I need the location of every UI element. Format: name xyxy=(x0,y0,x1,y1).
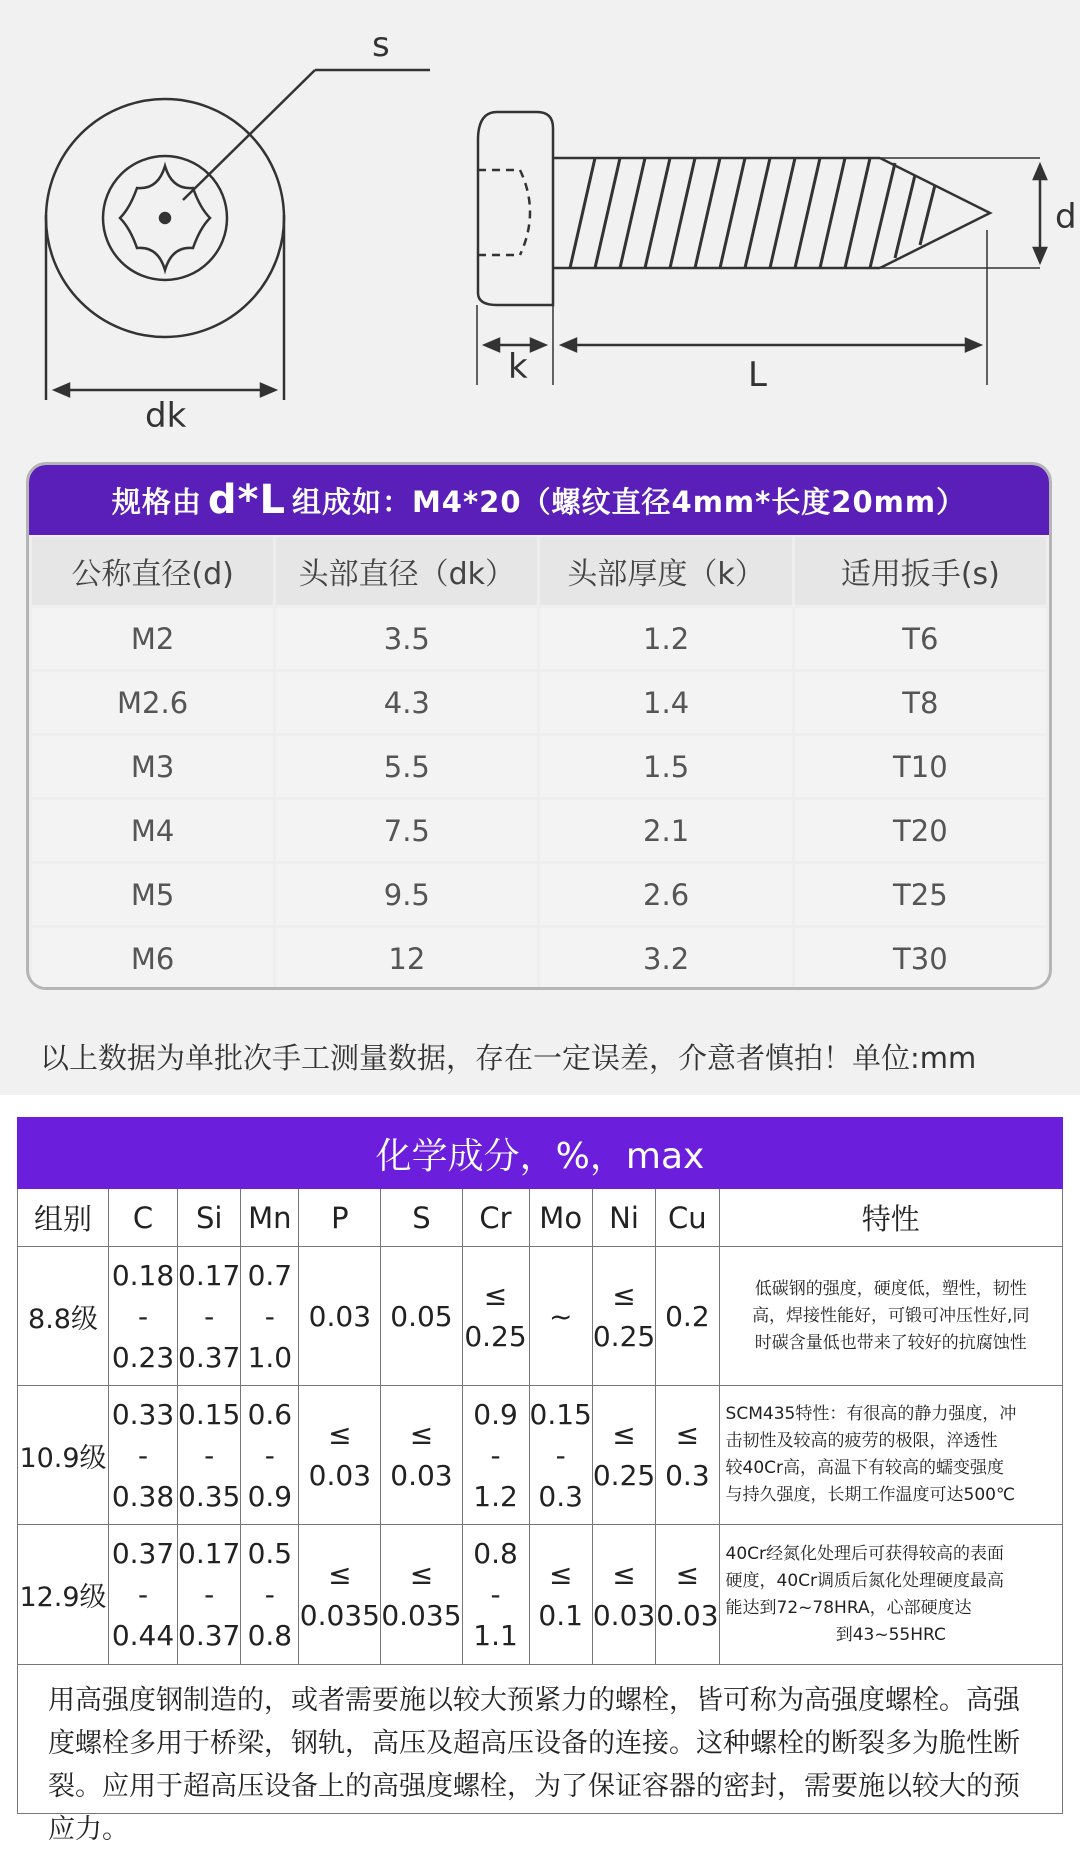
spec-table-card xyxy=(26,462,1052,990)
chem-cell-line: ≤ xyxy=(548,1557,573,1591)
chem-cell xyxy=(109,1386,178,1525)
chem-feature-line: 时碳含量低也带来了较好的抗腐蚀性 xyxy=(754,1332,1027,1353)
chem-header: S xyxy=(381,1189,462,1247)
chem-cell-line: 0.15 xyxy=(178,1397,241,1431)
chem-cell-line: 0.25 xyxy=(464,1320,527,1353)
chem-feature-line: 较40Cr高，高温下有较高的蠕变强度 xyxy=(725,1458,1005,1478)
chem-cell xyxy=(178,1525,241,1665)
chem-cell xyxy=(529,1247,592,1386)
chem-header: Mo xyxy=(529,1189,592,1247)
spec-table-title xyxy=(29,465,1049,535)
spec-row xyxy=(32,736,1046,797)
chem-cell-line: 0.6 xyxy=(247,1397,293,1431)
chem-cell-line: 0.33 xyxy=(111,1397,175,1431)
spec-cell: T30 xyxy=(795,928,1046,989)
chem-cell-line: - xyxy=(204,1299,215,1333)
chem-cell xyxy=(592,1247,655,1386)
spec-cell: 2.1 xyxy=(540,800,791,861)
chem-cell-line: 0.9 xyxy=(473,1397,518,1431)
measurement-note: 以上数据为单批次手工测量数据，存在一定误差，介意者慎拍！单位:mm xyxy=(40,1041,977,1075)
chem-cell-line: ≤ xyxy=(328,1557,352,1591)
chem-cell-line: 1.0 xyxy=(247,1340,293,1374)
spec-row xyxy=(32,672,1046,733)
spec-row xyxy=(32,800,1046,861)
chem-cell-line: 0.03 xyxy=(656,1598,719,1632)
chem-feature-line: 能达到72~78HRA，心部硬度达 xyxy=(725,1597,972,1618)
label-dk: dk xyxy=(145,396,187,436)
chem-cell-line: - xyxy=(264,1438,275,1472)
chem-feature xyxy=(719,1247,1062,1386)
chem-cell xyxy=(592,1525,655,1665)
chem-cell-line: 0.035 xyxy=(381,1598,462,1632)
chem-row xyxy=(18,1247,1063,1386)
chem-header: Si xyxy=(178,1189,241,1247)
screw-dimension-diagram xyxy=(0,0,1080,460)
chem-feature-line: 40Cr经氮化处理后可获得较高的表面 xyxy=(725,1543,1005,1564)
chem-cell-line: 0.03 xyxy=(308,1299,372,1333)
chem-feature xyxy=(719,1386,1062,1525)
chem-cell-line: - xyxy=(264,1299,275,1333)
chem-cell-line: ≤ xyxy=(409,1557,434,1591)
chem-cell-line: 0.38 xyxy=(111,1479,175,1513)
chem-feature-line: 硬度，40Cr调质后氮化处理硬度最高 xyxy=(725,1570,1005,1591)
chem-grade: 12.9级 xyxy=(18,1525,109,1665)
chem-cell-line: 0.03 xyxy=(308,1459,372,1492)
chem-feature-line: 击韧性及较高的疲劳的极限，淬透性 xyxy=(725,1431,998,1451)
spec-cell: T6 xyxy=(795,608,1046,669)
chem-grade: 8.8级 xyxy=(18,1247,109,1386)
high-strength-bolt-description: 用高强度钢制造的，或者需要施以较大预紧力的螺栓，皆可称为高强度螺栓。高强度螺栓多用于桥梁，钢轨，高压及超高压设备的连接。这种螺栓的断裂多为脆性断裂。应用于超高压设备上的高强度螺栓，为了保证容器的密封，需要施以较大的预应力。 xyxy=(17,1664,1063,1814)
chem-cell-line: 0.37 xyxy=(178,1340,241,1374)
chem-cell-line: ≤ xyxy=(612,1279,636,1312)
chem-cell-line: - xyxy=(204,1578,215,1611)
chem-cell-line: 0.035 xyxy=(299,1598,380,1632)
chem-cell-line: 0.1 xyxy=(538,1598,583,1632)
chem-cell xyxy=(462,1247,529,1386)
chem-cell-line: ≤ xyxy=(675,1418,700,1451)
label-s: s xyxy=(372,25,390,65)
spec-row xyxy=(32,608,1046,669)
spec-cell: M5 xyxy=(32,864,273,925)
chem-table-title: 化学成分，%，max xyxy=(18,1118,1063,1189)
chem-cell-line: ≤ xyxy=(612,1557,636,1591)
chem-cell-line: - xyxy=(137,1578,149,1611)
chem-feature-line: 低碳钢的强度，硬度低，塑性，韧性 xyxy=(754,1278,1027,1299)
spec-cell: 7.5 xyxy=(276,800,537,861)
chem-cell xyxy=(381,1247,462,1386)
chem-feature-line: SCM435特性：有很高的静力强度，冲 xyxy=(725,1404,1017,1424)
chem-cell-line: 0.37 xyxy=(111,1537,175,1570)
chem-cell xyxy=(462,1386,529,1525)
chem-cell-line: 1.1 xyxy=(473,1619,518,1652)
chem-cell xyxy=(109,1247,178,1386)
chem-cell-line: ≤ xyxy=(483,1279,508,1312)
spec-table xyxy=(29,534,1049,990)
chem-cell xyxy=(592,1386,655,1525)
chem-cell-line: 0.23 xyxy=(111,1340,175,1374)
chem-cell-line: 0.5 xyxy=(247,1537,293,1570)
chem-header: Mn xyxy=(241,1189,299,1247)
chem-cell-line: ≤ xyxy=(328,1418,352,1451)
spec-cell: 3.5 xyxy=(276,608,537,669)
chem-cell xyxy=(381,1525,462,1665)
chemical-composition-table xyxy=(17,1117,1063,1665)
spec-row xyxy=(32,928,1046,989)
spec-cell: 9.5 xyxy=(276,864,537,925)
spec-cell: T20 xyxy=(795,800,1046,861)
chem-cell xyxy=(381,1386,462,1525)
chem-cell-line: 0.8 xyxy=(247,1619,293,1652)
label-d: d xyxy=(1055,197,1077,237)
chem-cell-line: - xyxy=(490,1438,501,1472)
chem-cell-line: 0.03 xyxy=(390,1459,453,1492)
spec-cell: M2 xyxy=(32,608,273,669)
chem-cell-line: 0.25 xyxy=(592,1459,656,1492)
chem-cell xyxy=(299,1386,381,1525)
chem-cell-line: 0.05 xyxy=(390,1299,453,1333)
chem-cell xyxy=(178,1386,241,1525)
chem-cell-line: 0.17 xyxy=(178,1537,241,1570)
chem-feature-line: 到43~55HRC xyxy=(835,1624,946,1645)
chem-cell-line: 0.15 xyxy=(529,1397,592,1431)
chem-cell-line: - xyxy=(555,1438,566,1472)
spec-row xyxy=(32,864,1046,925)
spec-header: 适用扳手(s) xyxy=(795,537,1046,605)
chem-cell-line: 0.17 xyxy=(178,1258,241,1292)
chem-body xyxy=(18,1247,1063,1665)
chem-cell xyxy=(241,1247,299,1386)
chem-header: Cr xyxy=(462,1189,529,1247)
chem-cell-line: - xyxy=(264,1578,275,1611)
spec-header: 头部厚度（k） xyxy=(540,537,791,605)
chem-cell-line: 0.18 xyxy=(111,1258,175,1292)
screw-side-view xyxy=(477,112,1046,385)
chem-cell-line: 0.35 xyxy=(178,1479,241,1513)
chem-cell-line: 0.8 xyxy=(473,1537,518,1570)
chem-row xyxy=(18,1525,1063,1665)
chem-cell-line: - xyxy=(137,1299,149,1333)
chem-cell-line: - xyxy=(137,1438,149,1472)
spec-title-suffix: 组成如：M4*20（螺纹直径4mm*长度20mm） xyxy=(291,484,967,519)
chem-cell xyxy=(109,1525,178,1665)
chem-cell xyxy=(529,1386,592,1525)
chem-feature-line: 高，焊接性能好，可锻可冲压性好,同 xyxy=(752,1305,1030,1326)
spec-cell: T10 xyxy=(795,736,1046,797)
chem-grade: 10.9级 xyxy=(18,1386,109,1525)
spec-cell: 1.4 xyxy=(540,672,791,733)
chem-cell-line: ≤ xyxy=(612,1418,636,1451)
spec-header: 公称直径(d) xyxy=(32,537,273,605)
spec-cell: M4 xyxy=(32,800,273,861)
chem-header: Ni xyxy=(592,1189,655,1247)
screw-head-top-view xyxy=(46,70,430,400)
chem-cell-line: 1.2 xyxy=(473,1479,518,1513)
spec-header: 头部直径（dk） xyxy=(276,537,537,605)
label-L: L xyxy=(748,355,767,395)
chem-cell xyxy=(529,1525,592,1665)
chem-header: P xyxy=(299,1189,381,1247)
chem-header-row xyxy=(18,1189,1063,1247)
spec-cell: 1.2 xyxy=(540,608,791,669)
label-k: k xyxy=(508,347,528,387)
spec-cell: T25 xyxy=(795,864,1046,925)
chem-header: Cu xyxy=(656,1189,719,1247)
spec-cell: M2.6 xyxy=(32,672,273,733)
spec-cell: 2.6 xyxy=(540,864,791,925)
chem-header: 特性 xyxy=(719,1189,1062,1247)
chem-cell-line: 0.25 xyxy=(592,1320,656,1353)
spec-header-row xyxy=(32,537,1046,605)
spec-cell: T8 xyxy=(795,672,1046,733)
spec-title-formula: d*L xyxy=(207,477,286,523)
chem-cell-line: 0.7 xyxy=(247,1258,293,1292)
chem-cell-line: 0.37 xyxy=(178,1619,241,1652)
chem-cell-line: 0.2 xyxy=(665,1299,710,1333)
spec-cell: 12 xyxy=(276,928,537,989)
chem-cell-line: 0.3 xyxy=(538,1479,583,1513)
chem-cell-line: ≤ xyxy=(675,1557,700,1591)
chem-row xyxy=(18,1386,1063,1525)
chem-header: 组别 xyxy=(18,1189,109,1247)
spec-cell: 1.5 xyxy=(540,736,791,797)
chem-cell-line: ~ xyxy=(548,1299,573,1333)
chem-cell-line: 0.03 xyxy=(592,1598,656,1632)
chem-cell xyxy=(299,1247,381,1386)
chem-cell xyxy=(656,1386,719,1525)
chem-cell-line: 0.44 xyxy=(111,1619,175,1652)
chem-cell-line: 0.3 xyxy=(665,1459,710,1492)
chem-feature-line: 与持久强度，长期工作温度可达500℃ xyxy=(725,1485,1016,1505)
chem-feature xyxy=(719,1525,1062,1665)
chem-cell xyxy=(241,1386,299,1525)
chem-cell xyxy=(299,1525,381,1665)
chem-header: C xyxy=(109,1189,178,1247)
spec-cell: M3 xyxy=(32,736,273,797)
chem-cell xyxy=(656,1247,719,1386)
chem-cell-line: 0.9 xyxy=(247,1479,293,1513)
spec-cell: 3.2 xyxy=(540,928,791,989)
chem-cell xyxy=(241,1525,299,1665)
chem-cell xyxy=(178,1247,241,1386)
chem-cell-line: ≤ xyxy=(409,1418,434,1451)
spec-cell: 4.3 xyxy=(276,672,537,733)
spec-title-prefix: 规格由 xyxy=(111,484,202,519)
chem-cell xyxy=(656,1525,719,1665)
chem-cell xyxy=(462,1525,529,1665)
chem-cell-line: - xyxy=(204,1438,215,1472)
spec-cell: M6 xyxy=(32,928,273,989)
spec-cell: 5.5 xyxy=(276,736,537,797)
chem-cell-line: - xyxy=(490,1578,501,1611)
